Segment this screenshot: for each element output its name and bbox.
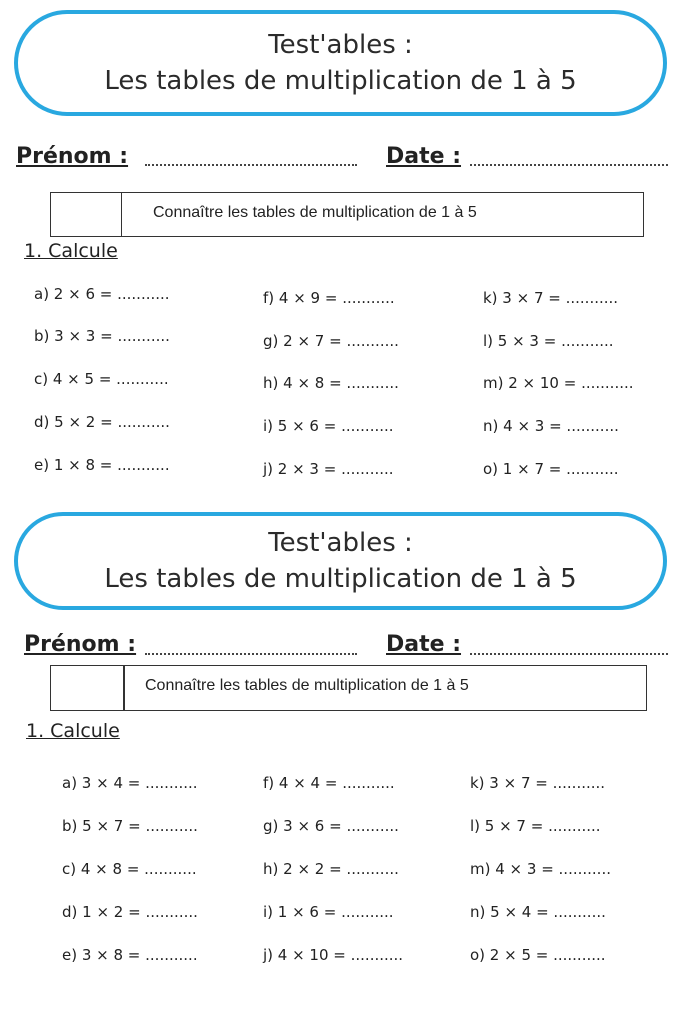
title-line-2: Les tables de multiplication de 1 à 5 [104, 66, 577, 96]
exercise-o: o) 1 × 7 = ........... [483, 460, 619, 478]
exercise-c: c) 4 × 8 = ........... [62, 860, 197, 878]
exercise-k: k) 3 × 7 = ........... [483, 289, 619, 307]
exercise-m: m) 4 × 3 = ........... [470, 860, 611, 878]
exercise-b: b) 3 × 3 = ........... [34, 327, 170, 345]
exercise-g: g) 2 × 7 = ........... [263, 332, 399, 350]
exercise-o: o) 2 × 5 = ........... [470, 946, 606, 964]
exercise-d: d) 1 × 2 = ........... [62, 903, 198, 921]
exercise-e: e) 3 × 8 = ........... [62, 946, 198, 964]
exercise-j: j) 4 × 10 = ........... [263, 946, 404, 964]
prenom-label: Prénom : [16, 144, 129, 169]
exercise-i: i) 5 × 6 = ........... [263, 417, 394, 435]
exercise-f: f) 4 × 4 = ........... [263, 774, 395, 792]
date-label: Date : [386, 144, 462, 169]
exercise-e: e) 1 × 8 = ........... [34, 456, 170, 474]
skill-text: Connaître les tables de multiplication de 1 à 5 [153, 204, 477, 221]
date-label: Date : [386, 632, 462, 657]
exercise-m: m) 2 × 10 = ........... [483, 374, 634, 392]
exercise-b: b) 5 × 7 = ........... [62, 817, 198, 835]
title-line-1: Test'ables : [268, 30, 413, 60]
skill-check-cell[interactable] [51, 666, 125, 710]
exercise-h: h) 2 × 2 = ........... [263, 860, 399, 878]
title-line-2: Les tables de multiplication de 1 à 5 [104, 564, 577, 594]
exercise-h: h) 4 × 8 = ........... [263, 374, 399, 392]
skill-text: Connaître les tables de multiplication de 1 à 5 [145, 677, 469, 694]
exercise-f: f) 4 × 9 = ........... [263, 289, 395, 307]
exercise-k: k) 3 × 7 = ........... [470, 774, 606, 792]
exercise-a: a) 3 × 4 = ........... [62, 774, 198, 792]
exercise-l: l) 5 × 7 = ........... [470, 817, 601, 835]
exercise-j: j) 2 × 3 = ........... [263, 460, 394, 478]
exercise-n: n) 5 × 4 = ........... [470, 903, 606, 921]
prenom-label: Prénom : [24, 632, 137, 657]
exercise-i: i) 1 × 6 = ........... [263, 903, 394, 921]
title-line-1: Test'ables : [268, 528, 413, 558]
exercise-c: c) 4 × 5 = ........... [34, 370, 169, 388]
title-banner [14, 512, 667, 610]
exercise-l: l) 5 × 3 = ........... [483, 332, 614, 350]
exercise-n: n) 4 × 3 = ........... [483, 417, 619, 435]
prenom-field[interactable] [145, 653, 357, 655]
section-title: 1. Calcule [26, 720, 120, 742]
section-title: 1. Calcule [24, 240, 118, 262]
exercise-d: d) 5 × 2 = ........... [34, 413, 170, 431]
exercise-g: g) 3 × 6 = ........... [263, 817, 399, 835]
date-field[interactable] [470, 653, 668, 655]
skill-box [50, 665, 647, 711]
exercise-a: a) 2 × 6 = ........... [34, 285, 170, 303]
